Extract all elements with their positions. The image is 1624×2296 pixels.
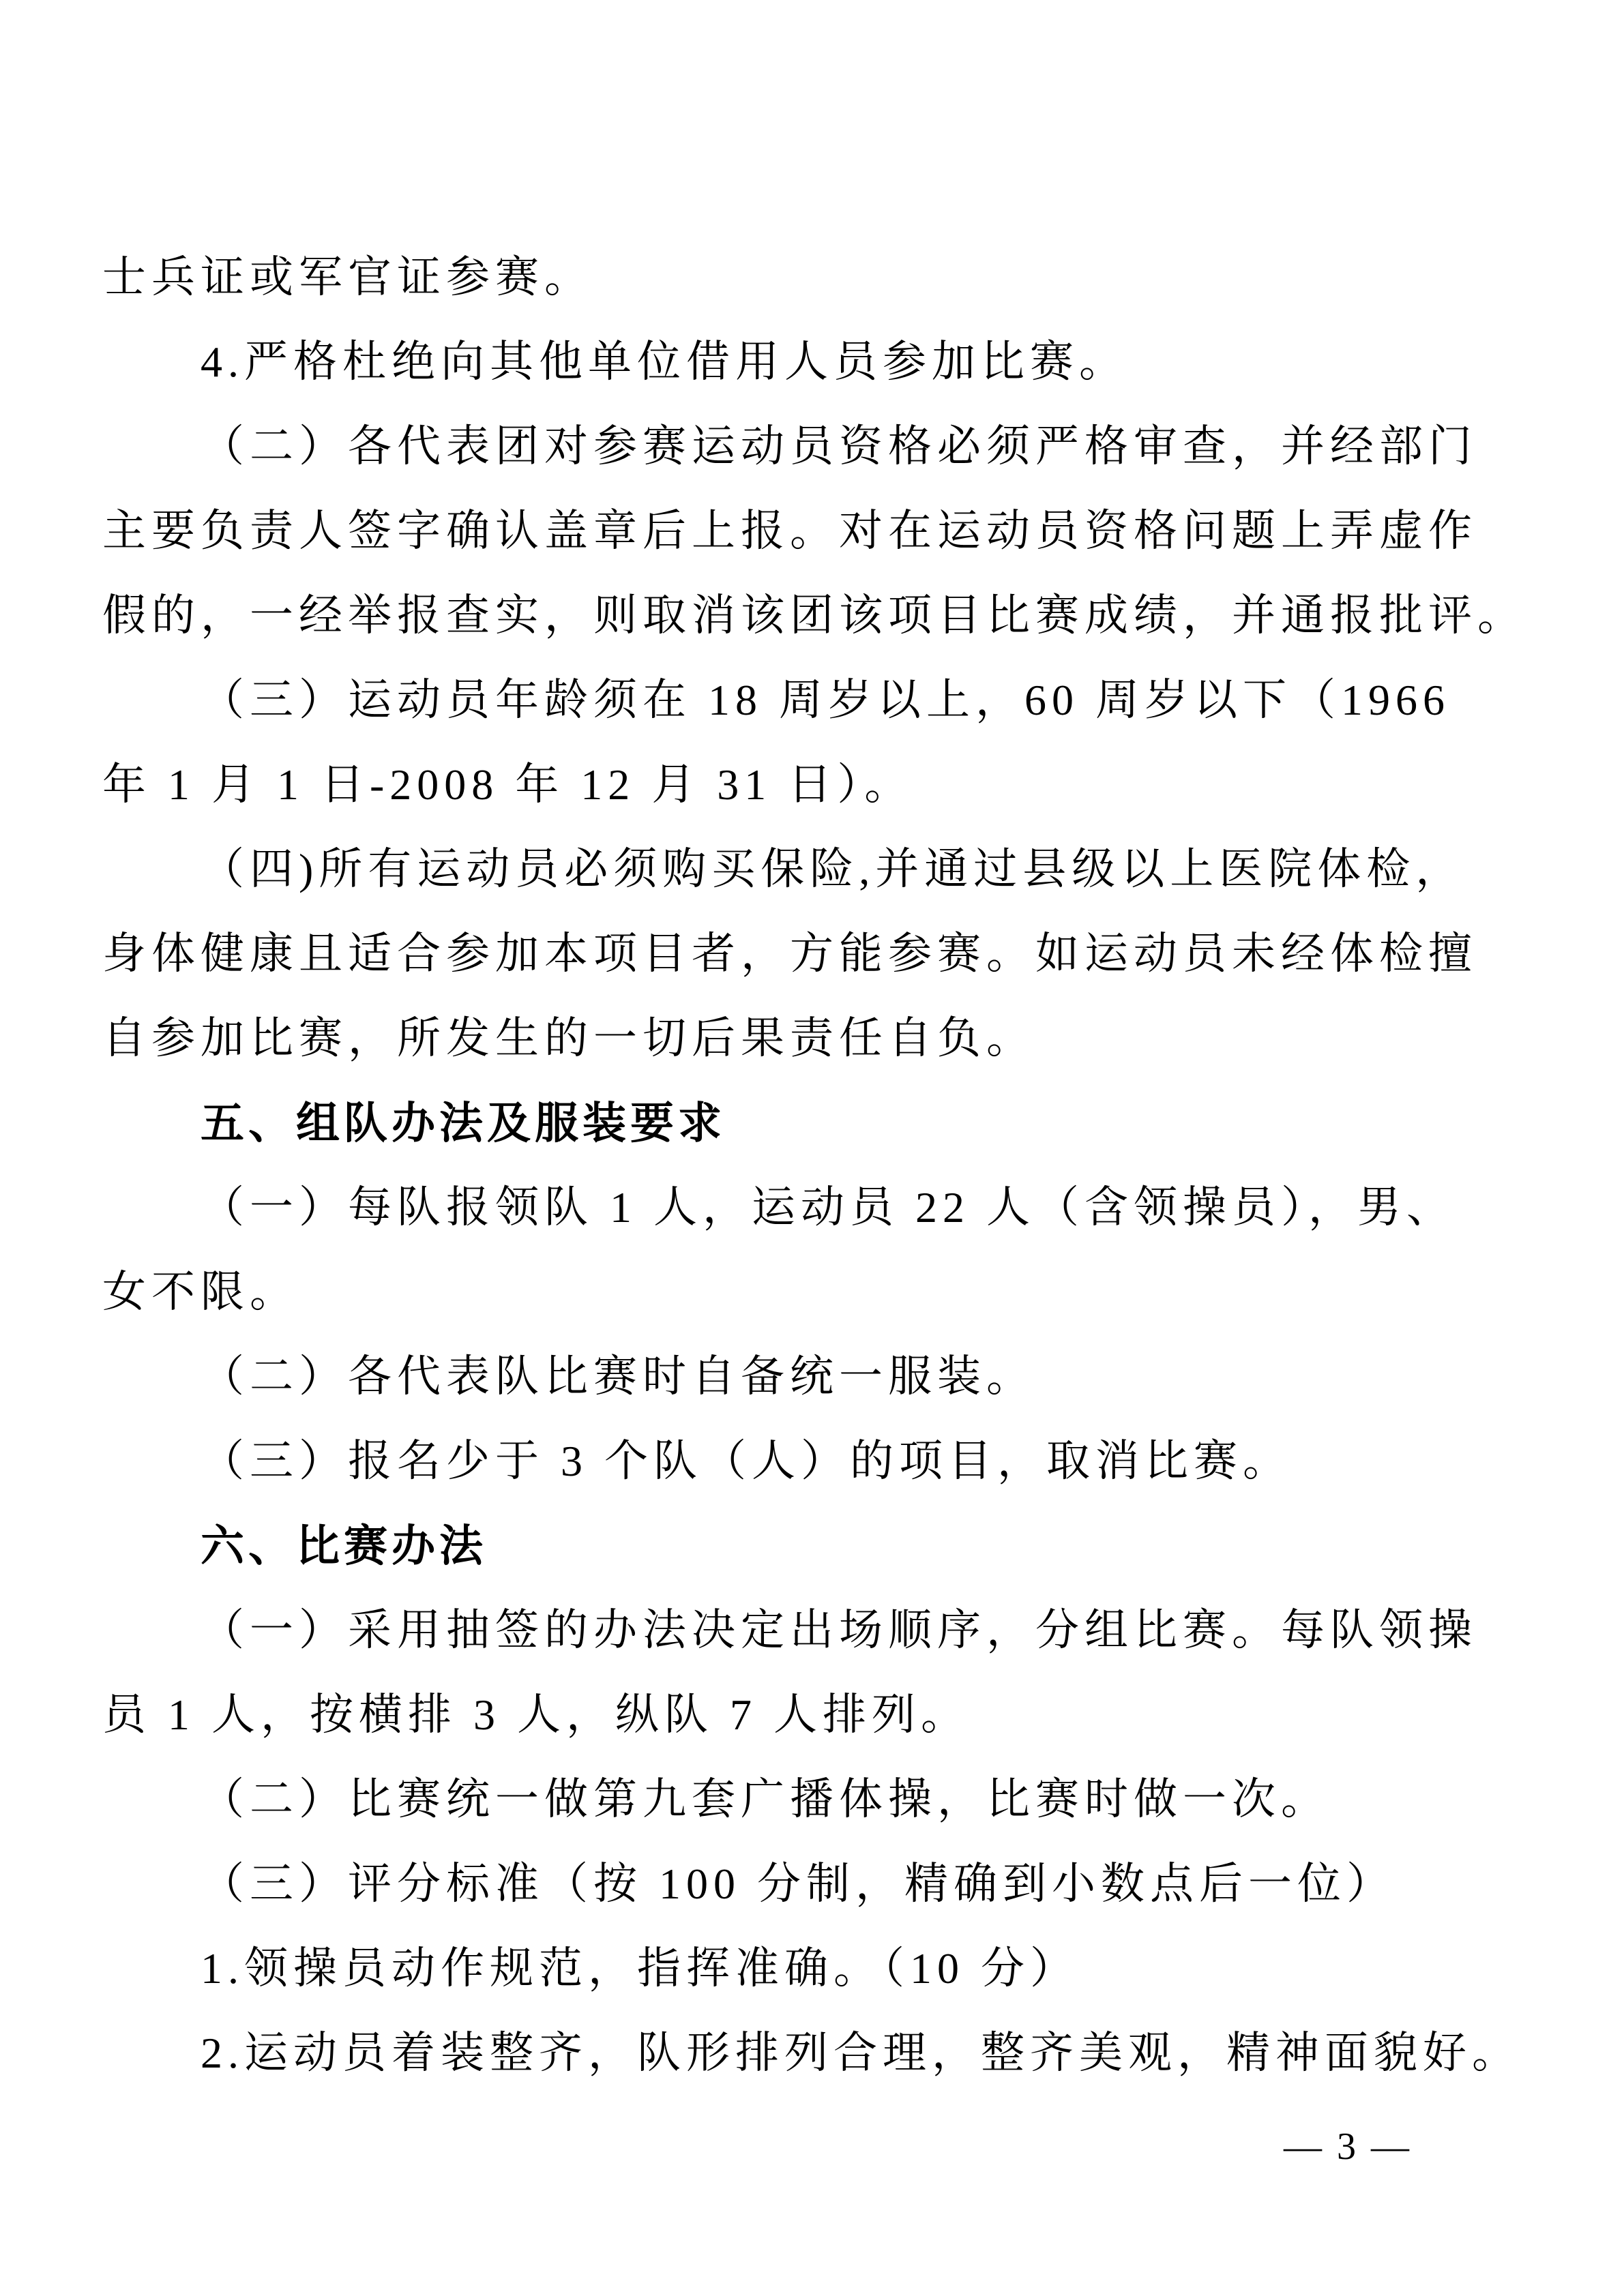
text-line: 身体健康且适合参加本项目者，方能参赛。如运动员未经体检擅 — [102, 929, 1477, 978]
text-line: 2.运动员着装整齐，队形排列合理，整齐美观，精神面貌好。 — [201, 2029, 1521, 2077]
text-line: 主要负责人签字确认盖章后上报。对在运动员资格问题上弄虚作 — [102, 507, 1477, 555]
text-line: （三）运动员年龄须在 18 周岁以上，60 周岁以下（1966 — [201, 676, 1450, 724]
page-number: — 3 — — [1284, 2126, 1412, 2168]
text-line: （二）各代表团对参赛运动员资格必须严格审查，并经部门 — [201, 422, 1477, 471]
text-line: 假的，一经举报查实，则取消该团该项目比赛成绩，并通报批评。 — [102, 591, 1526, 640]
text-line: 女不限。 — [102, 1268, 299, 1316]
text-line: （一）每队报领队 1 人，运动员 22 人（含领操员），男、 — [201, 1183, 1456, 1232]
text-line: （一）采用抽签的办法决定出场顺序，分组比赛。每队领操 — [201, 1606, 1477, 1654]
text-line: （二）比赛统一做第九套广播体操，比赛时做一次。 — [201, 1775, 1330, 1823]
section-heading: 五、组队办法及服装要求 — [201, 1099, 726, 1148]
text-line: 士兵证或军官证参赛。 — [102, 253, 593, 301]
text-line: （三）报名少于 3 个队（人）的项目，取消比赛。 — [201, 1437, 1292, 1485]
document-body — [102, 235, 1524, 2096]
section-heading: 六、比赛办法 — [201, 1521, 487, 1570]
text-line: 年 1 月 1 日-2008 年 12 月 31 日）。 — [102, 760, 914, 809]
text-line: （三）评分标准（按 100 分制，精确到小数点后一位） — [201, 1860, 1396, 1908]
text-line: 自参加比赛，所发生的一切后果责任自负。 — [102, 1014, 1035, 1062]
text-line: 4.严格杜绝向其他单位借用人员参加比赛。 — [201, 338, 1128, 386]
text-line: 1.领操员动作规范，指挥准确。（10 分） — [201, 1944, 1079, 1993]
text-line: （四)所有运动员必须购买保险,并通过县级以上医院体检， — [201, 845, 1465, 893]
text-line: （二）各代表队比赛时自备统一服装。 — [201, 1352, 1035, 1401]
text-line: 员 1 人，按横排 3 人，纵队 7 人排列。 — [102, 1690, 970, 1739]
